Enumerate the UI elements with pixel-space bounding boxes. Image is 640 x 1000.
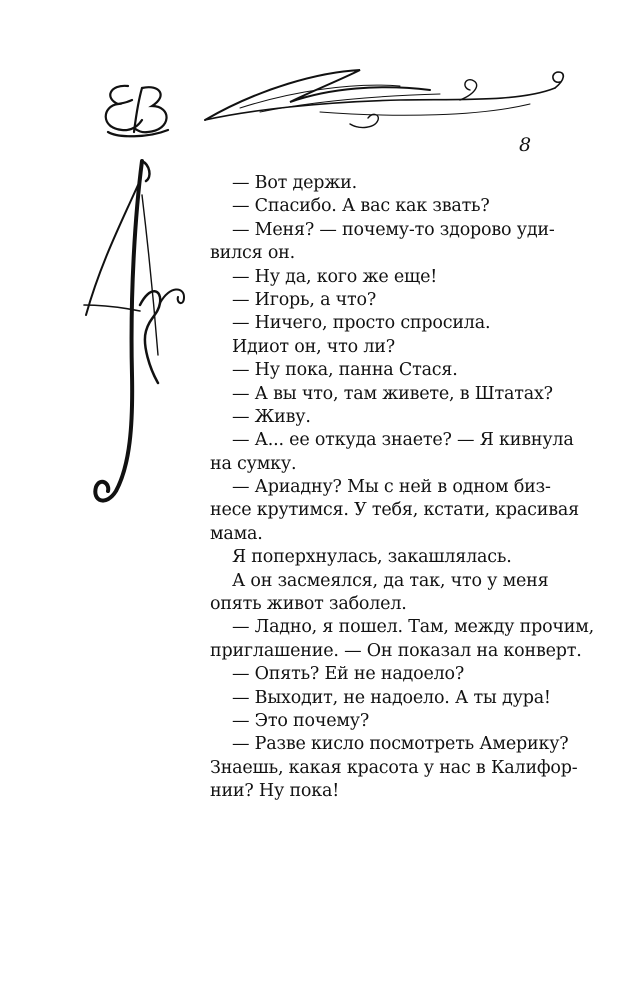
text-line: нии? Ну пока! <box>210 781 340 802</box>
text-line: — Это почему? <box>232 710 370 731</box>
text-line: — Опять? Ей не надоело? <box>232 664 465 685</box>
text-line: — Ариадну? Мы с ней в одном биз- <box>232 477 551 498</box>
body-text <box>210 172 595 804</box>
text-line: вился он. <box>210 243 295 264</box>
text-line: Идиот он, что ли? <box>232 336 395 357</box>
text-line: А он засмеялся, да так, что у меня <box>232 570 549 591</box>
text-line: — Ладно, я пошел. Там, между прочим, <box>232 617 595 638</box>
text-line: — Спасибо. А вас как звать? <box>232 196 490 217</box>
text-line: несе крутимся. У тебя, кстати, красивая <box>210 500 579 521</box>
text-line: — А вы что, там живете, в Штатах? <box>232 383 553 404</box>
text-line: приглашение. — Он показал на конверт. <box>210 640 582 661</box>
text-line: — Вот держи. <box>232 173 357 193</box>
text-line: — Игорь, а что? <box>232 289 377 310</box>
page-number: 8 <box>519 134 532 156</box>
text-line: на сумку. <box>210 453 297 474</box>
text-line: — Ну да, кого же еще! <box>232 266 438 287</box>
text-line: Знаешь, какая красота у нас в Калифор- <box>210 757 578 778</box>
header-flourish <box>200 58 570 140</box>
text-line: — Меня? — почему-то здорово уди- <box>232 219 555 240</box>
text-line: — Ничего, просто спросила. <box>232 313 491 334</box>
text-line: — Выходит, не надоело. А ты дура! <box>232 687 551 708</box>
text-line: опять живот заболел. <box>210 594 407 615</box>
text-line: — А... ее откуда знаете? — Я кивнула <box>232 430 574 451</box>
monogram-logo <box>98 76 178 140</box>
drop-cap-ornament <box>80 155 195 515</box>
text-line: мама. <box>210 523 263 544</box>
text-line: Я поперхнулась, закашлялась. <box>232 547 512 568</box>
text-line: — Разве кисло посмотреть Америку? <box>232 734 569 755</box>
text-line: — Ну пока, панна Стася. <box>232 360 458 381</box>
text-line: — Живу. <box>232 406 311 427</box>
